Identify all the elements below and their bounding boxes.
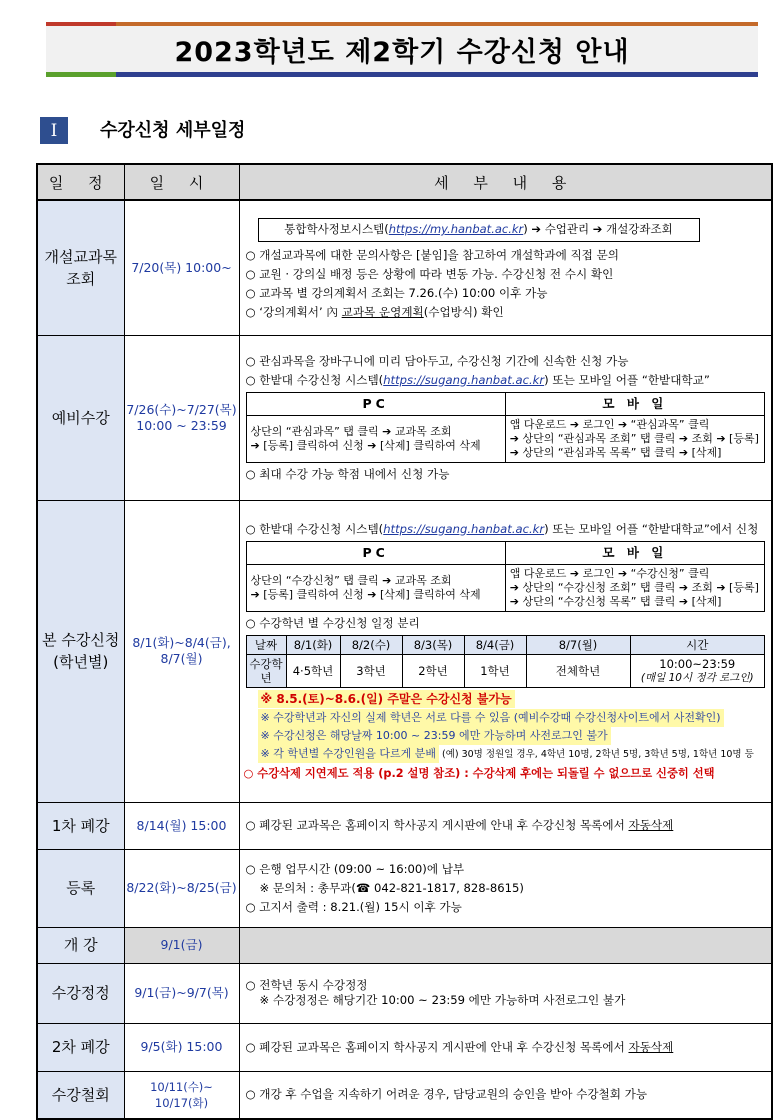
notes <box>258 690 766 764</box>
sched-date: 8/7(월) <box>526 635 630 654</box>
mobile-header: 모 바 일 <box>505 541 764 564</box>
pc-steps <box>246 564 505 611</box>
pc-header: PC <box>246 541 505 564</box>
pc-mobile-table <box>246 392 766 463</box>
row-date <box>124 335 239 500</box>
bullet-text: ○ 수강학년 별 수강신청 일정 분리 <box>245 615 420 630</box>
sched-date: 8/2(수) <box>340 635 402 654</box>
portal-link[interactable]: https://my.hanbat.ac.kr <box>388 222 524 237</box>
note-time: ※ 수강신청은 해당날짜 10:00 ~ 23:59 에만 가능하며 사전로그인 불가 <box>258 727 611 745</box>
bullet-text: ○ 은행 업무시간 (09:00 ~ 16:00)에 납부 <box>245 861 465 876</box>
mobile-steps <box>505 415 764 462</box>
sched-date: 8/3(목) <box>402 635 464 654</box>
table-row <box>37 849 772 927</box>
row-label <box>37 500 124 802</box>
text: ○ 폐강된 교과목은 홈페이지 학사공지 게시판에 안내 후 수강신청 목록에서 <box>245 1039 629 1054</box>
bullet-text <box>246 520 766 539</box>
text: 자동삭제 <box>628 818 674 832</box>
table-row <box>37 1023 772 1071</box>
bullet-text: ○ 개강 후 수업을 지속하기 어려운 경우, 담당교원의 승인을 받아 수강철회 가능 <box>245 1087 648 1102</box>
bullet-text: ○ 고지서 출력 : 8.21.(월) 15시 이후 가능 <box>245 899 462 914</box>
sched-date: 8/4(금) <box>464 635 526 654</box>
sched-grade: 1학년 <box>464 654 526 687</box>
row-date: 9/5(화) 15:00 <box>124 1023 239 1071</box>
note-grade: ※ 수강학년과 자신의 실제 학년은 서로 다를 수 있음 (예비수강때 수강신청사이트에서 사전확인) <box>258 709 724 727</box>
sched-time <box>630 654 765 687</box>
table-row <box>37 1071 772 1119</box>
title-bar-bottom <box>46 72 758 77</box>
bullet-text <box>246 371 766 390</box>
page-title: 2023학년도 제2학기 수강신청 안내 <box>174 36 630 68</box>
date-line: 10:00 ~ 23:59 <box>136 417 227 433</box>
sched-date-label: 날짜 <box>246 635 286 654</box>
note-quota-example: (예) 30명 정원일 경우, 4학년 10명, 2학년 5명, 3학년 5명, 1학년 10명 등 <box>438 748 754 760</box>
row-details <box>239 200 772 335</box>
note-weekend: ※ 8.5.(토)~8.6.(일) 주말은 수강신청 불가능 <box>258 690 515 708</box>
sugang-link[interactable]: https://sugang.hanbat.ac.kr <box>383 372 545 387</box>
table-row <box>37 500 772 802</box>
row-date: 8/14(월) 15:00 <box>124 802 239 849</box>
table-row <box>37 927 772 963</box>
bullet-text: ○ 개설교과목에 대한 문의사항은 [붙임]을 참고하여 개설학과에 직접 문의 <box>245 247 619 262</box>
row-label-line: 조회 <box>66 269 96 288</box>
bullet-text: ※ 문의처 : 총무과(☎ 042-821-1817, 828-8615) <box>259 880 524 895</box>
step-line: 앱 다운로드 ➔ 로그인 ➔ “관심과목” 클릭 <box>509 417 710 431</box>
text: ) 또는 모바일 어플 “한밭대학교”에서 신청 <box>544 521 759 536</box>
step-line: 앱 다운로드 ➔ 로그인 ➔ “수강신청” 클릭 <box>509 566 710 580</box>
step-line: ➔ [등록] 클릭하여 신청 ➔ [삭제] 클릭하여 삭제 <box>250 587 481 601</box>
sched-grade: 3학년 <box>340 654 402 687</box>
text: ○ ‘강의계획서’ 內 <box>245 304 342 319</box>
path-text: 통합학사정보시스템( <box>284 222 389 237</box>
row-details <box>239 849 772 927</box>
section-number: I <box>40 117 68 144</box>
time-note: (매일 10시 정각 로그인) <box>640 671 754 684</box>
section-title: 수강신청 세부일정 <box>100 120 246 141</box>
note-quota: ※ 각 학년별 수강인원을 다르게 분배 <box>258 745 439 763</box>
menu-path-box <box>258 218 700 242</box>
sched-grade: 2학년 <box>402 654 464 687</box>
row-details <box>239 802 772 849</box>
row-date <box>124 500 239 802</box>
sched-grade-label: 수강학년 <box>246 654 286 687</box>
row-details <box>239 1023 772 1071</box>
row-label: 2차 폐강 <box>37 1023 124 1071</box>
text: ○ 한밭대 수강신청 시스템( <box>245 372 384 387</box>
header-schedule: 일 정 <box>37 164 124 200</box>
title-banner <box>46 26 758 72</box>
row-details <box>239 927 772 963</box>
table-header-row <box>37 164 772 200</box>
row-label-line: 개설교과목 <box>44 247 117 266</box>
table-row <box>37 963 772 1023</box>
title-bar-bottom-accent <box>46 72 116 77</box>
row-label: 수강철회 <box>37 1071 124 1119</box>
step-line: ➔ 상단의 “수강신청 조회” 탭 클릭 ➔ 조회 ➔ [등록] <box>509 580 759 594</box>
row-date: 9/1(금) <box>124 927 239 963</box>
grade-schedule-table <box>246 635 766 688</box>
row-label-line: (학년별) <box>53 653 109 671</box>
row-details <box>239 500 772 802</box>
table-row <box>37 200 772 335</box>
row-details <box>239 335 772 500</box>
header-details: 세 부 내 용 <box>239 164 772 200</box>
mobile-header: 모 바 일 <box>505 392 764 415</box>
step-line: 상단의 “수강신청” 탭 클릭 ➔ 교과목 조회 <box>250 573 452 587</box>
row-date: 8/22(화)~8/25(금) <box>124 849 239 927</box>
header-datetime: 일 시 <box>124 164 239 200</box>
bullet-text: ○ 교원 · 강의실 배정 등은 상황에 따라 변동 가능. 수강신청 전 수시 확인 <box>245 266 614 281</box>
bullet-text: ○ 관심과목을 장바구니에 미리 담아두고, 수강신청 기간에 신속한 신청 가능 <box>245 353 629 368</box>
text: (수업방식) 확인 <box>423 304 504 319</box>
step-line: ➔ 상단의 “관심과목 조회” 탭 클릭 ➔ 조회 ➔ [등록] <box>509 431 759 445</box>
row-label: 개 강 <box>37 927 124 963</box>
pc-mobile-table <box>246 541 766 612</box>
warning-text: ○ 수강삭제 지연제도 적용 (p.2 설명 참조) : 수강삭제 후에는 되돌릴 수 없으므로 신중히 선택 <box>243 766 715 780</box>
step-line: 상단의 “관심과목” 탭 클릭 ➔ 교과목 조회 <box>250 424 452 438</box>
pc-steps <box>246 415 505 462</box>
row-date: 7/20(목) 10:00~ <box>124 200 239 335</box>
row-date: 9/1(금)~9/7(목) <box>124 963 239 1023</box>
sched-time-label: 시간 <box>630 635 765 654</box>
row-label: 예비수강 <box>37 335 124 500</box>
bullet-text: ○ 교과목 별 강의계획서 조회는 7.26.(수) 10:00 이후 가능 <box>245 285 548 300</box>
text: ) 또는 모바일 어플 “한밭대학교” <box>544 372 710 387</box>
row-label: 수강정정 <box>37 963 124 1023</box>
pc-header: PC <box>246 392 505 415</box>
sched-date: 8/1(화) <box>286 635 340 654</box>
step-line: ➔ 상단의 “관심과목 목록” 탭 클릭 ➔ [삭제] <box>509 445 722 459</box>
row-label: 등록 <box>37 849 124 927</box>
time-value: 10:00~23:59 <box>659 656 736 671</box>
step-line: ➔ 상단의 “수강신청 목록” 탭 클릭 ➔ [삭제] <box>509 594 722 608</box>
date-line: 8/7(월) <box>160 651 203 666</box>
row-label-line: 본 수강신청 <box>42 631 120 649</box>
table-row <box>37 802 772 849</box>
row-details <box>239 963 772 1023</box>
text: 교과목 운영계획 <box>341 304 424 319</box>
table-row <box>37 335 772 500</box>
date-line: 7/26(수)~7/27(목) <box>126 401 237 417</box>
bullet-text: ※ 수강정정은 해당기간 10:00 ~ 23:59 에만 가능하며 사전로그인 불가 <box>259 993 626 1007</box>
row-label: 1차 폐강 <box>37 802 124 849</box>
step-line: ➔ [등록] 클릭하여 신청 ➔ [삭제] 클릭하여 삭제 <box>250 438 481 452</box>
path-text: ) ➔ 수업관리 ➔ 개설강좌조회 <box>523 222 673 237</box>
text: 자동삭제 <box>628 1039 674 1054</box>
sched-grade: 전체학년 <box>526 654 630 687</box>
bullet-text: ○ 전학년 동시 수강정정 <box>245 978 368 992</box>
mobile-steps <box>505 564 764 611</box>
bullet-text <box>246 303 766 322</box>
sched-grade: 4·5학년 <box>286 654 340 687</box>
bullet-text: ○ 최대 수강 가능 학점 내에서 신청 가능 <box>245 466 450 481</box>
text: ○ 한밭대 수강신청 시스템( <box>245 521 384 536</box>
schedule-table <box>36 163 773 1120</box>
date-line: 8/1(화)~8/4(금), <box>132 635 231 650</box>
text: ○ 폐강된 교과목은 홈페이지 학사공지 게시판에 안내 후 수강신청 목록에서 <box>245 818 629 832</box>
row-date: 10/11(수)~ 10/17(화) <box>124 1071 239 1119</box>
row-label <box>37 200 124 335</box>
row-details <box>239 1071 772 1119</box>
sugang-link[interactable]: https://sugang.hanbat.ac.kr <box>383 521 545 536</box>
